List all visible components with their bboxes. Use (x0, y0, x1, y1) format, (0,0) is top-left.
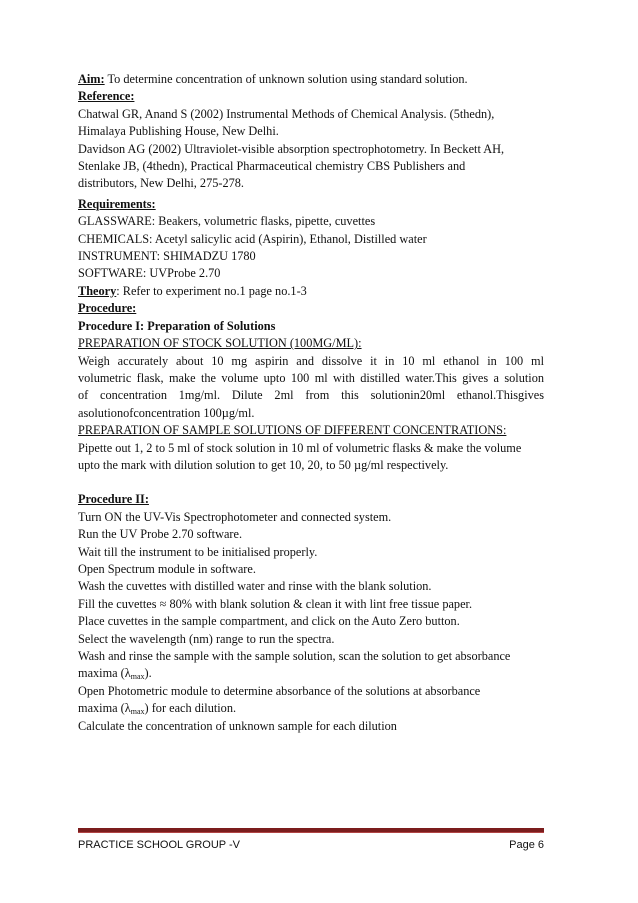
theory-text: : Refer to experiment no.1 page no.1-3 (116, 283, 307, 298)
requirements-line: GLASSWARE: Beakers, volumetric flasks, pipette, cuvettes (78, 214, 376, 229)
aim-label: Aim: (78, 72, 105, 86)
stock-line: of concentration 1mg/ml. Dilute 2ml from this solutionin20ml ethanol.Thisgives (78, 388, 544, 403)
sample-line: Pipette out 1, 2 to 5 ml of stock solution in 10 ml of volumetric flasks & make the volume (78, 440, 522, 455)
reference-line: Davidson AG (2002) Ultraviolet-visible absorption spectrophotometry. In Beckett AH, (78, 141, 505, 156)
maxima-line (78, 700, 544, 717)
procedure-2-step: Place cuvettes in the sample compartment, and click on the Auto Zero button. (78, 614, 460, 629)
procedure-2-heading: Procedure II: (78, 492, 149, 507)
procedure-2-step: Wait till the instrument to be initialised properly. (78, 544, 318, 559)
stock-line: Weigh accurately about 10 mg aspirin and dissolve it in 10 ml ethanol in 100 ml (78, 353, 544, 368)
document-body (78, 71, 544, 735)
aim-line (78, 71, 544, 88)
lambda-max-subscript: max (130, 707, 145, 717)
procedure-2-step: Select the wavelength (nm) range to run the spectra. (78, 631, 335, 646)
footer-group-label: PRACTICE SCHOOL GROUP -V (78, 839, 240, 851)
reference-line: Chatwal GR, Anand S (2002) Instrumental Methods of Chemical Analysis. (5thedn), (78, 106, 495, 121)
reference-line: distributors, New Delhi, 275-278. (78, 176, 244, 191)
theory-label: Theory (78, 283, 117, 298)
aim-text: To determine concentration of unknown solution using standard solution. (104, 72, 468, 86)
maxima-text-end: ). (144, 666, 152, 681)
procedure-2-step: Calculate the concentration of unknown sample for each dilution (78, 718, 397, 733)
stock-solution-heading: PREPARATION OF STOCK SOLUTION (100MG/ML): (78, 336, 362, 351)
requirements-line: SOFTWARE: UVProbe 2.70 (78, 266, 221, 281)
procedure-2-step: Run the UV Probe 2.70 software. (78, 527, 243, 542)
page-footer (78, 839, 544, 851)
procedure-2-step: Fill the cuvettes ≈ 80% with blank solution & clean it with lint free tissue paper. (78, 596, 473, 611)
theory-line (78, 283, 544, 300)
requirements-line: CHEMICALS: Acetyl salicylic acid (Aspirin), Ethanol, Distilled water (78, 231, 427, 246)
footer-divider (78, 828, 544, 833)
procedure-2-step: Open Spectrum module in software. (78, 561, 256, 576)
procedure-2-step: Turn ON the UV-Vis Spectrophotometer and connected system. (78, 509, 392, 524)
requirements-line: INSTRUMENT: SHIMADZU 1780 (78, 249, 256, 264)
procedure-2-step: Wash and rinse the sample with the sample solution, scan the solution to get absorbance (78, 649, 511, 663)
reference-line: Stenlake JB, (4thedn), Practical Pharmaceutical chemistry CBS Publishers and (78, 159, 466, 174)
reference-heading: Reference: (78, 89, 135, 104)
procedure-1-heading: Procedure I: Preparation of Solutions (78, 318, 276, 333)
maxima-line (78, 665, 544, 682)
maxima-text: maxima (λ (78, 666, 131, 681)
requirements-heading: Requirements: (78, 196, 156, 211)
lambda-max-subscript: max (130, 672, 145, 682)
sample-line: upto the mark with dilution solution to get 10, 20, to 50 µg/ml respectively. (78, 457, 449, 472)
stock-line: volumetric flask, make the volume upto 100 ml with distilled water.This gives a solution (78, 370, 544, 385)
reference-line: Himalaya Publishing House, New Delhi. (78, 124, 279, 139)
maxima-text: maxima (λ (78, 701, 131, 716)
procedure-2-step: Wash the cuvettes with distilled water and rinse with the blank solution. (78, 579, 432, 594)
procedure-heading: Procedure: (78, 301, 137, 316)
sample-solutions-heading: PREPARATION OF SAMPLE SOLUTIONS OF DIFFERENT CONCENTRATIONS: (78, 423, 507, 438)
stock-line: asolutionofconcentration 100µg/ml. (78, 405, 255, 420)
procedure-2-step: Open Photometric module to determine absorbance of the solutions at absorbance (78, 683, 481, 698)
page-number: Page 6 (509, 839, 544, 851)
maxima-text-end: ) for each dilution. (144, 701, 237, 716)
